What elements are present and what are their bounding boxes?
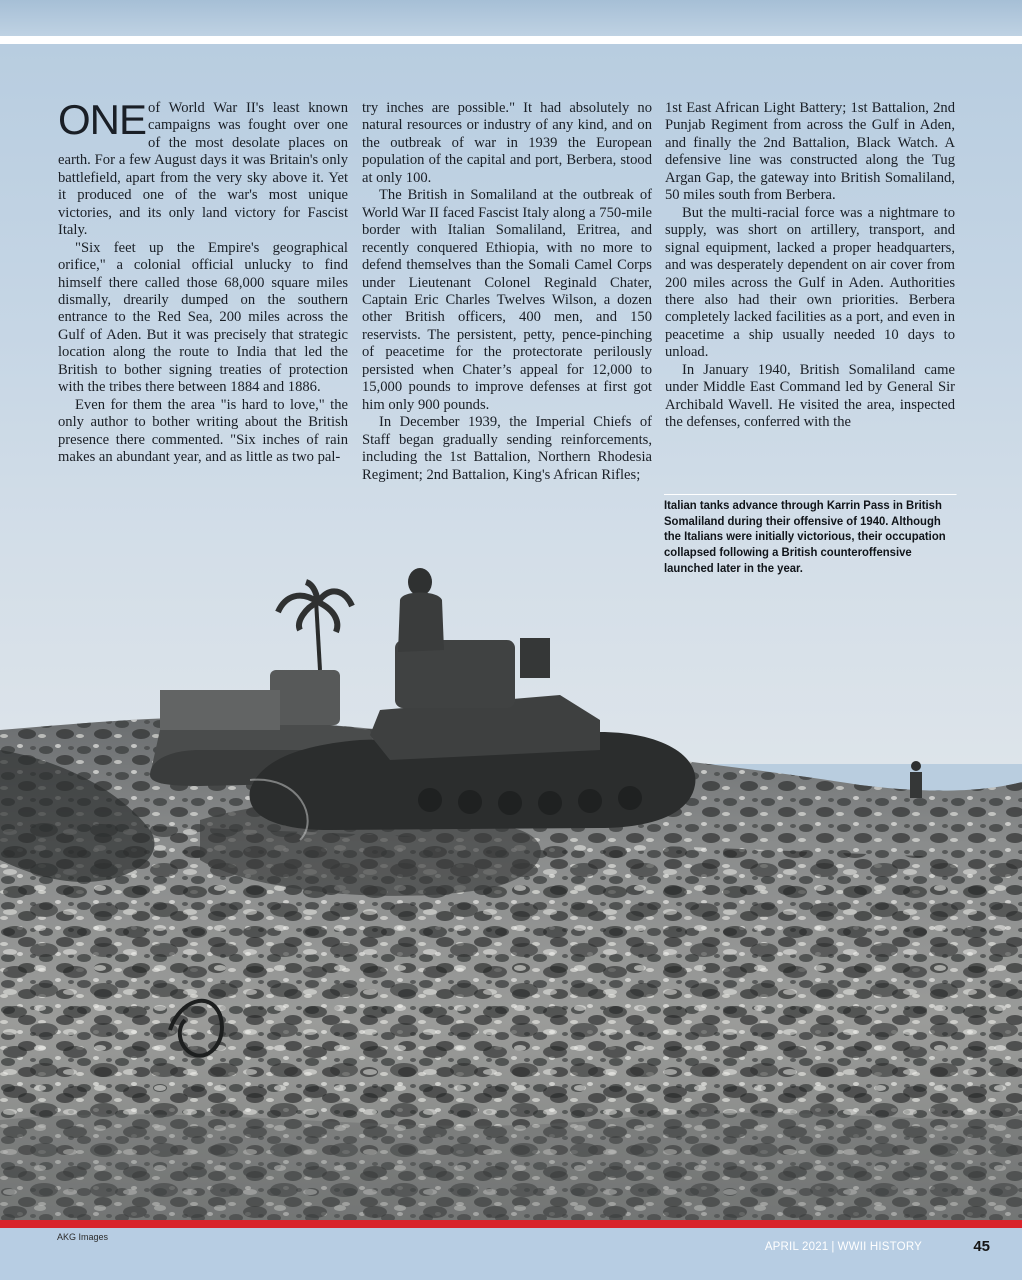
paragraph-opening: [58, 96, 348, 240]
photo-credit: AKG Images: [57, 1232, 109, 1242]
drop-cap: ONE: [58, 96, 147, 143]
paragraph: The British in Somaliland at the outbreak of World War II faced Fascist Italy along a 750-mile border with Italian Somaliland, Eritrea, and recently conquered Ethiopia, with no more to defend themselves than the Somali Camel Corps under Lieutenant Colonel Reginald Chater, Captain Eric Charles Twelves Wilson, a dozen other British officers, 400 men, and 150 reservists. The persistent, petty, pence-pinching of peacetime for the protectorate perilously persisted when Chater’s appeal for 12,000 to 15,000 pounds to improve defenses at first got him only 900 pounds.: [362, 187, 652, 413]
soldier-silhouette: [910, 761, 922, 798]
article-column-3: [665, 100, 955, 432]
article-column-1: [58, 96, 348, 467]
paragraph: But the multi-racial force was a nightmare to supply, was short on artillery, transport, and signal equipment, lacked a proper headquarters, and was desperately dependent on air cover from 200 miles across the Gulf in Aden. Authorities there also had their own priorities. Berbera completely lacked facilities as a port, and even in peacetime a ship usually needed 10 days to unload.: [665, 204, 955, 361]
tanks-photo: [0, 560, 1022, 1225]
paragraph-continued: try inches are possible." It had absolutely no natural resources or industry of any kind, and on the outbreak of war in 1939 the European population of the capital and port, Berbera, stood at only 100.: [362, 100, 652, 186]
page-number: 45: [973, 1238, 990, 1255]
top-band: [0, 0, 1022, 36]
paragraph-text: of World War II's least known campaigns was fought over one of the most desolate places on earth. For a few August days it was Britain's only battlefield, apart from the very sky above it. Yet it produced one of the war's most unique victories, and its only land victory for Fascist Italy.: [58, 100, 348, 239]
paragraph: In January 1940, British Somaliland came under Middle East Command led by General Sir Archibald Wavell. He visited the area, inspected the defenses, conferred with the: [665, 361, 955, 431]
article-column-2: [362, 100, 652, 484]
folio-separator: |: [831, 1241, 835, 1253]
issue-date: APRIL 2021: [764, 1241, 829, 1253]
folio: [765, 1241, 922, 1253]
footer-red-bar: [0, 1220, 1022, 1228]
paragraph: Even for them the area "is hard to love," the only author to bother writing about the British presence there commented. "Six inches of rain makes an abundant year, and as little as two pal-: [58, 396, 348, 466]
top-rule: [0, 36, 1022, 44]
paragraph-continued: 1st East African Light Battery; 1st Battalion, 2nd Punjab Regiment from across the Gulf in Aden, and finally the 2nd Battalion, Black Watch. A defensive line was constructed along the Tug Argan Gap, the gateway into British Somaliland, 50 miles south from Berbera.: [665, 100, 955, 204]
magazine-name: WWII HISTORY: [837, 1241, 922, 1253]
paragraph: In December 1939, the Imperial Chiefs of Staff began gradually sending reinforcements, including the 1st Battalion, Northern Rhodesia Regiment; 2nd Battalion, King's African Rifles;: [362, 414, 652, 483]
footer-band: [0, 1228, 1022, 1280]
paragraph: "Six feet up the Empire's geographical orifice," a colonial official unlucky to find himself there called those 68,000 square miles dismally, drearily dumped on the southern entrance to the Red Sea, 200 miles across the Gulf of Aden. But it was precisely that strategic location along the route to India that led the British to bother signing treaties of protection with the tribes there between 1884 and 1886.: [58, 239, 348, 396]
photo-caption: Italian tanks advance through Karrin Pass in British Somaliland during their offensive of 1940. Although the Italians were initially victorious, their occupation collapsed following a British counteroffensive launched later in the year.: [664, 494, 957, 577]
tanks-photo-illustration: [0, 560, 1022, 1225]
